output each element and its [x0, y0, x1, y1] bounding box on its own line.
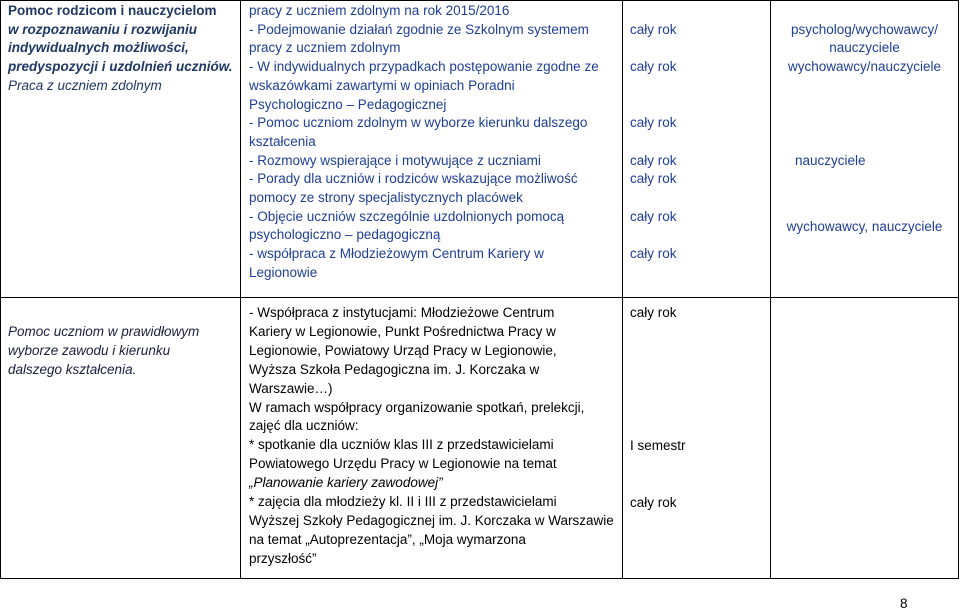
timeline-cell-2: [630, 298, 768, 578]
method-line: - Rozmowy wspierające i motywujące z uczniami: [249, 152, 541, 168]
task-line: dalszego kształcenia.: [8, 361, 137, 377]
responsible-entry: wychowawcy/nauczyciele: [787, 59, 942, 75]
timeline-cell-1: [630, 0, 768, 297]
methods-cell-1: [249, 0, 619, 299]
table-border-left: [0, 0, 1, 579]
method-line: przyszłość”: [249, 550, 317, 566]
date-entry: cały rok: [630, 59, 677, 75]
responsible-entry: psycholog/wychowawcy/: [790, 21, 939, 37]
method-line: W ramach współpracy organizowanie spotkań, prelekcji,: [249, 399, 585, 415]
methods-cell-2: [249, 298, 619, 584]
date-entry: I semestr: [630, 438, 686, 454]
method-line: pracy z uczniem zdolnym na rok 2015/2016: [249, 3, 510, 18]
method-line: - Porady dla uczniów i rodziców wskazujące możliwość: [249, 171, 578, 187]
date-entry: cały rok: [630, 246, 677, 262]
task-line: w rozpoznawaniu i rozwijaniu: [8, 21, 198, 37]
date-entry: cały rok: [630, 115, 677, 131]
method-line: - Pomoc uczniom zdolnym w wyborze kierunku dalszego: [249, 115, 588, 131]
method-line: - Współpraca z instytucjami: Młodzieżowe Centrum: [249, 305, 555, 320]
method-line: Wyższej Szkoły Pedagogicznej im. J. Korczaka w Warszawie: [249, 512, 614, 528]
table-border-right: [958, 0, 959, 579]
method-line: pracy z uczniem zdolnym: [249, 40, 401, 56]
method-line: Warszawie…): [249, 380, 333, 396]
responsible-entry: nauczyciele: [795, 152, 866, 168]
date-entry: cały rok: [630, 21, 677, 37]
task-line: wyborze zawodu i kierunku: [8, 342, 171, 358]
method-line: - Objęcie uczniów szczególnie uzdolnionych pomocą: [249, 208, 565, 224]
method-line: na temat „Autoprezentacja”, „Moja wymarzona: [249, 531, 526, 547]
method-line: - W indywidualnych przypadkach postępowanie zgodne ze: [249, 59, 599, 75]
method-line: psychologiczno – pedagogiczną: [249, 227, 441, 243]
task-line: Pomoc rodzicom i nauczycielom: [8, 3, 217, 18]
method-line: - Podejmowanie działań zgodnie ze Szkolnym systemem: [249, 21, 589, 37]
method-line: pomocy ze strony specjalistycznych placówek: [249, 190, 523, 206]
column-divider-task: [240, 0, 241, 579]
date-entry: cały rok: [630, 305, 677, 320]
method-line: kształcenia: [249, 133, 316, 149]
method-line: Kariery w Legionowie, Punkt Pośrednictwa Pracy w: [249, 323, 556, 339]
method-line: Powiatowego Urzędu Pracy w Legionowie na temat: [249, 456, 557, 472]
date-entry: cały rok: [630, 495, 677, 510]
date-entry: cały rok: [630, 208, 677, 224]
responsible-cell-1: [771, 0, 958, 297]
method-line: * spotkanie dla uczniów klas III z przedstawicielami: [249, 437, 554, 453]
method-line: Wyższa Szkoła Pedagogiczna im. J. Korczaka w: [249, 361, 540, 377]
method-line: - współpraca z Młodzieżowym Centrum Kariery w: [249, 246, 544, 262]
date-entry: cały rok: [630, 171, 677, 187]
method-line: zajęć dla uczniów:: [249, 418, 359, 434]
method-line: Psychologiczno – Pedagogicznej: [249, 96, 447, 112]
page-number: 8: [900, 596, 908, 610]
task-line: indywidualnych możliwości,: [8, 40, 189, 56]
task-cell-2: [8, 298, 238, 603]
task-cell-1: [8, 0, 238, 299]
responsible-entry: nauczyciele: [829, 40, 900, 56]
responsible-cell-2: [771, 298, 958, 578]
method-line: wskazówkami zawartymi w opiniach Poradni: [249, 77, 515, 93]
responsible-entry: wychowawcy, nauczyciele: [786, 219, 943, 235]
task-line: predyspozycji i uzdolnień uczniów.: [8, 59, 233, 75]
task-line: Praca z uczniem zdolnym: [8, 77, 162, 93]
method-line: „Planowanie kariery zawodowej”: [249, 475, 443, 491]
date-entry: cały rok: [630, 152, 677, 168]
method-line: Legionowie: [249, 264, 318, 280]
method-line: * zajęcia dla młodzieży kl. II i III z przedstawicielami: [249, 494, 557, 510]
method-line: Legionowie, Powiatowy Urząd Pracy w Legionowie,: [249, 342, 557, 358]
task-line: Pomoc uczniom w prawidłowym: [8, 324, 200, 339]
column-divider-methods: [622, 0, 623, 579]
